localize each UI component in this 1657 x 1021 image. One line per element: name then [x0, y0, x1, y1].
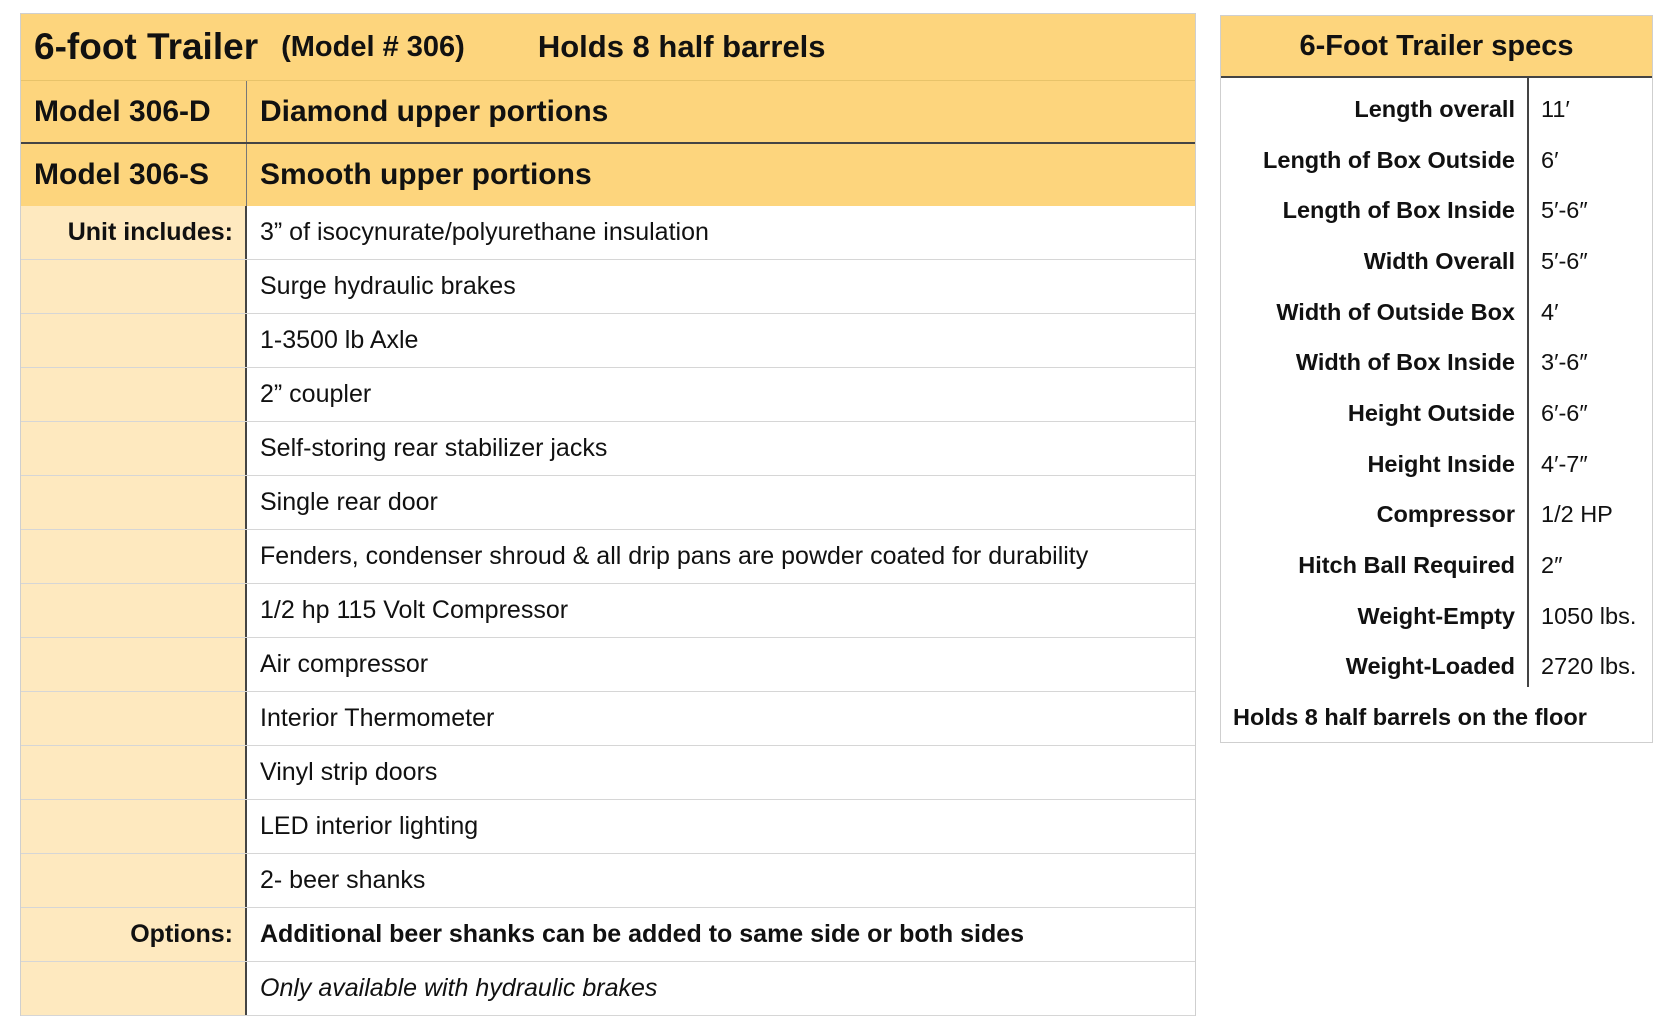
model-description: Smooth upper portions: [260, 158, 592, 191]
model-label: Model 306-S: [21, 144, 247, 206]
spec-label: Weight-Loaded: [1345, 653, 1515, 680]
spec-value: 11′: [1541, 95, 1570, 122]
table-row: [21, 476, 1195, 530]
row-label: [21, 314, 247, 367]
row-text: 3” of isocynurate/polyurethane insulation: [260, 218, 709, 246]
spec-row: [1221, 185, 1652, 236]
spec-label: Width Overall: [1363, 247, 1515, 274]
spec-row: [1221, 388, 1652, 439]
spec-label: Width of Outside Box: [1276, 298, 1515, 325]
table-row: [21, 692, 1195, 746]
spec-row: [1221, 236, 1652, 287]
table-row: [21, 854, 1195, 908]
spec-label: Height Inside: [1367, 450, 1515, 477]
row-text: LED interior lighting: [260, 812, 479, 840]
table-row: [21, 800, 1195, 854]
feature-list: [21, 206, 1195, 1016]
spec-value: 4′-7″: [1541, 450, 1588, 477]
spec-value: 3′-6″: [1541, 349, 1588, 376]
row-text: Vinyl strip doors: [260, 758, 438, 786]
table-row: [21, 638, 1195, 692]
trailer-features-table: [20, 13, 1196, 1016]
specs-title: 6-Foot Trailer specs: [1221, 16, 1652, 78]
row-label: [21, 746, 247, 799]
row-text: Surge hydraulic brakes: [260, 272, 516, 300]
spec-value: 4′: [1541, 298, 1559, 325]
row-text: Self-storing rear stabilizer jacks: [260, 434, 608, 462]
spec-value: 5′-6″: [1541, 247, 1588, 274]
row-text: Single rear door: [260, 488, 438, 516]
spec-value: 5′-6″: [1541, 197, 1588, 224]
row-label: [21, 962, 247, 1015]
row-label: [21, 692, 247, 745]
table-row: [21, 962, 1195, 1016]
row-label: [21, 530, 247, 583]
model-number: (Model # 306): [281, 30, 465, 63]
row-text: Only available with hydraulic brakes: [260, 974, 658, 1002]
table-row: [21, 422, 1195, 476]
specs-footer: Holds 8 half barrels on the floor: [1233, 703, 1587, 730]
row-text: 2” coupler: [260, 380, 372, 408]
spec-value: 2″: [1541, 552, 1563, 579]
spec-row: [1221, 490, 1652, 541]
row-label: [21, 638, 247, 691]
row-text: Additional beer shanks can be added to same side or both sides: [260, 920, 1025, 948]
spec-label: Length of Box Outside: [1263, 146, 1515, 173]
spec-row: [1221, 591, 1652, 642]
row-label: [21, 854, 247, 907]
model-description: Diamond upper portions: [260, 94, 609, 128]
spec-row: [1221, 642, 1652, 693]
row-label: [21, 800, 247, 853]
table-row: [21, 746, 1195, 800]
model-label: Model 306-D: [21, 81, 247, 142]
table-row: [21, 368, 1195, 422]
model-row-306-d: [21, 81, 1195, 144]
row-text: Fenders, condenser shroud & all drip pans are powder coated for durability: [260, 542, 1089, 570]
table-row: [21, 908, 1195, 962]
row-label: [21, 368, 247, 421]
model-row-306-s: [21, 144, 1195, 206]
spec-value: 6′-6″: [1541, 399, 1588, 426]
capacity-note: Holds 8 half barrels: [537, 29, 826, 64]
row-label: [21, 260, 247, 313]
spec-label: Compressor: [1376, 501, 1515, 528]
row-label: Options:: [21, 908, 247, 961]
row-text: Interior Thermometer: [260, 704, 495, 732]
spec-row: [1221, 540, 1652, 591]
row-label: Unit includes:: [21, 206, 247, 259]
row-text: 1-3500 lb Axle: [260, 326, 419, 354]
spec-row: [1221, 135, 1652, 186]
spec-value: 2720 lbs.: [1541, 653, 1637, 680]
spec-label: Hitch Ball Required: [1298, 552, 1515, 579]
spec-row: [1221, 439, 1652, 490]
spec-row: [1221, 337, 1652, 388]
table-row: [21, 314, 1195, 368]
specs-list: [1221, 78, 1652, 692]
specs-table: [1220, 15, 1653, 743]
row-text: 1/2 hp 115 Volt Compressor: [260, 596, 569, 624]
trailer-title: 6-foot Trailer: [34, 26, 259, 67]
spec-value: 1/2 HP: [1541, 501, 1613, 528]
spec-label: Weight-Empty: [1357, 602, 1515, 629]
row-label: [21, 584, 247, 637]
row-label: [21, 422, 247, 475]
spec-label: Length overall: [1354, 95, 1515, 122]
spec-value: 6′: [1541, 146, 1559, 173]
spec-value: 1050 lbs.: [1541, 602, 1637, 629]
row-label: [21, 476, 247, 529]
spec-label: Width of Box Inside: [1295, 349, 1515, 376]
table-row: [21, 206, 1195, 260]
spec-label: Length of Box Inside: [1282, 197, 1515, 224]
spec-label: Height Outside: [1347, 399, 1515, 426]
table-row: [21, 260, 1195, 314]
spec-row: [1221, 287, 1652, 338]
table-row: [21, 584, 1195, 638]
table-title-row: [21, 14, 1195, 81]
table-row: [21, 530, 1195, 584]
spec-row: [1221, 84, 1652, 135]
row-text: 2- beer shanks: [260, 866, 426, 894]
row-text: Air compressor: [260, 650, 429, 678]
